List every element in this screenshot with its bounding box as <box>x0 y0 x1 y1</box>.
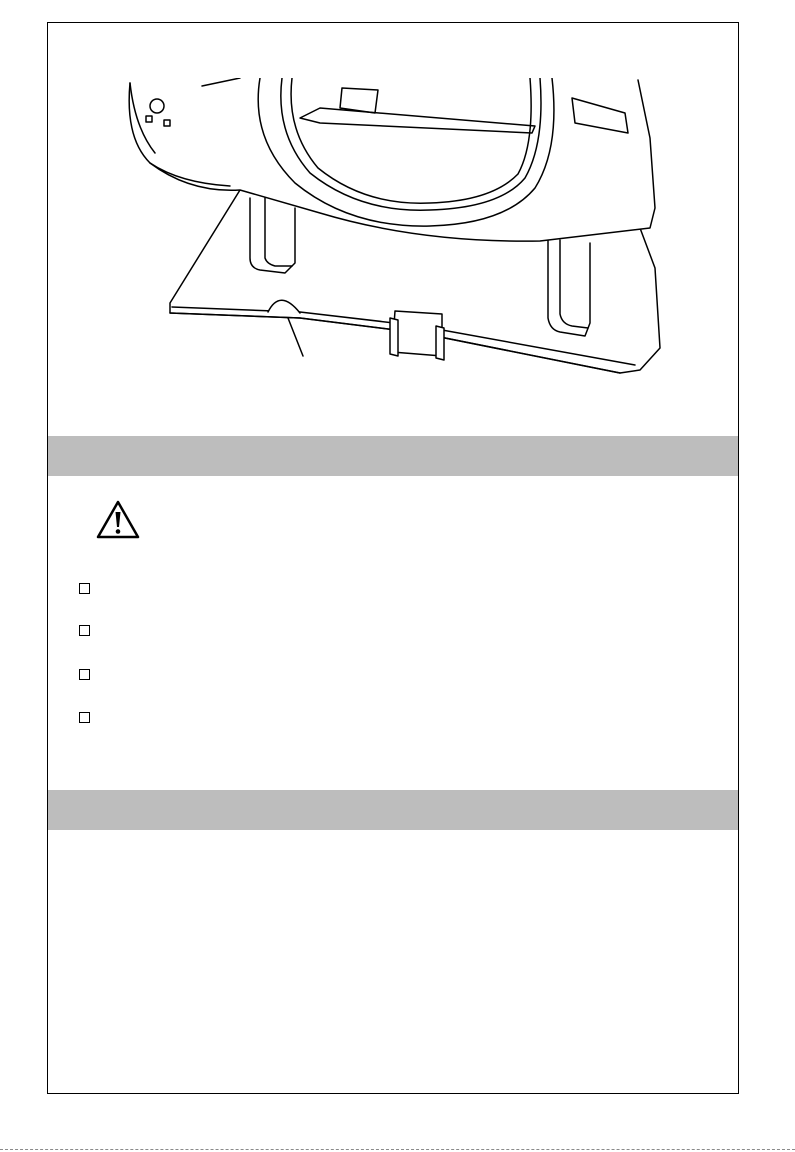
page-cut-line <box>0 1149 795 1150</box>
bowl-unit-illustration-icon <box>120 78 665 388</box>
warning-triangle-icon <box>95 499 141 541</box>
checklist-box[interactable] <box>79 583 90 594</box>
checklist-box[interactable] <box>79 712 90 723</box>
checklist-box[interactable] <box>79 625 90 636</box>
section-header-band <box>48 436 738 476</box>
section-header-band <box>48 790 738 830</box>
checklist-box[interactable] <box>79 669 90 680</box>
